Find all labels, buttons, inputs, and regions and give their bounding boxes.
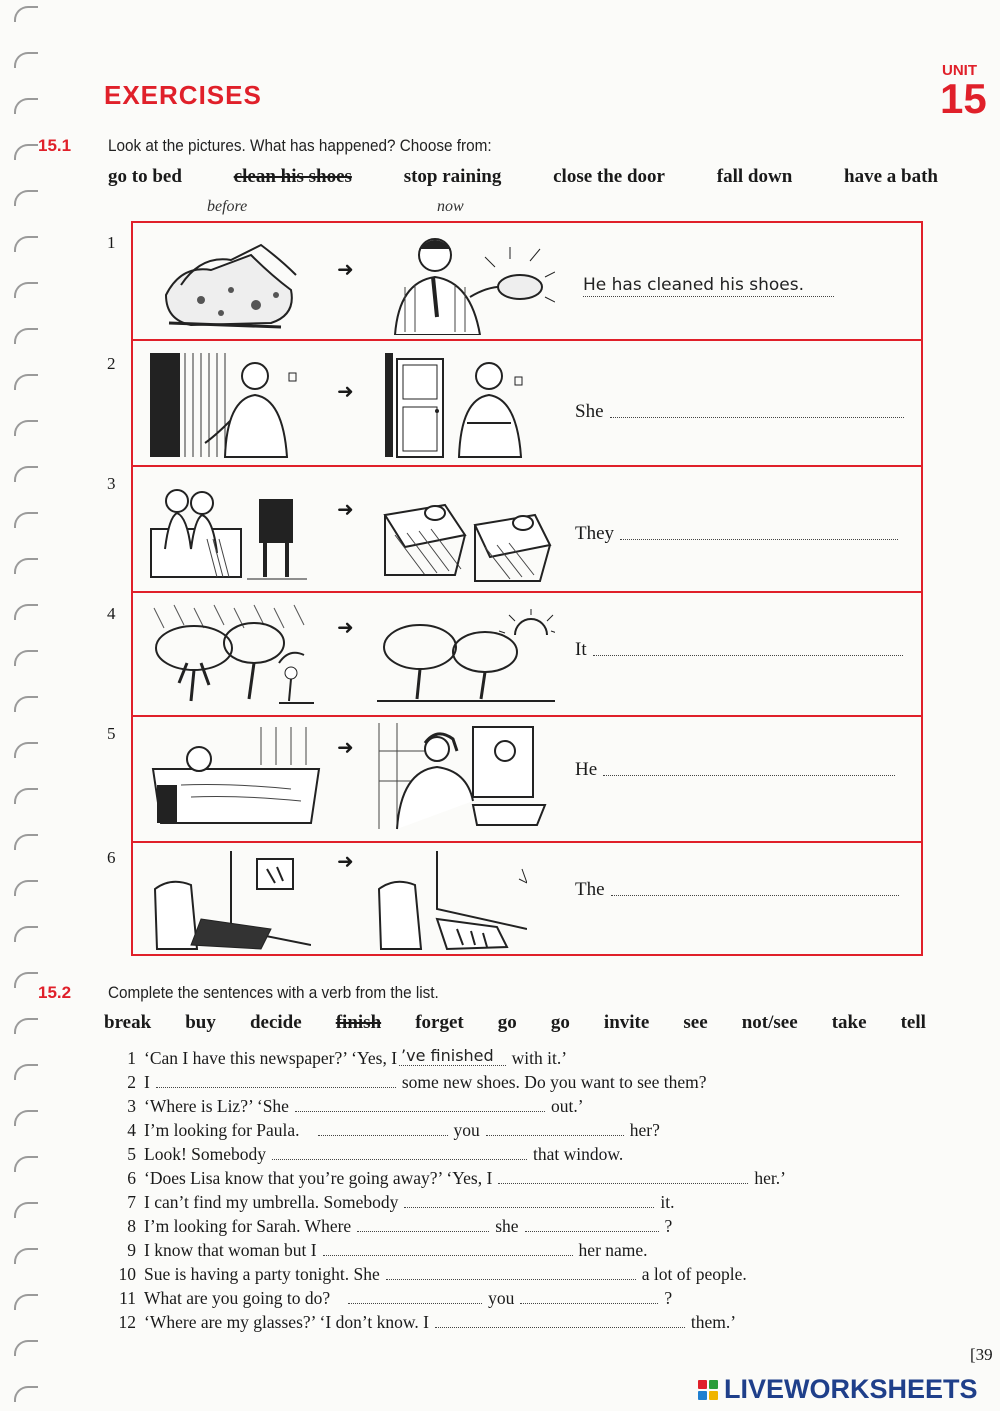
sentence-text: I know that woman but I (144, 1240, 317, 1260)
answer-blank[interactable] (348, 1303, 482, 1304)
answer-line (575, 879, 899, 901)
verb-choice: not/see (741, 1012, 798, 1033)
binding-ring (14, 466, 38, 482)
sentence-number: 2 (127, 1072, 136, 1092)
verb-choice: take (831, 1012, 867, 1033)
answer-blank[interactable] (593, 654, 903, 656)
sentence (110, 1189, 930, 1213)
binding-ring (14, 742, 38, 758)
sentence-text: I’m looking for Paula. (144, 1120, 300, 1140)
binding-ring (14, 1340, 38, 1356)
exercise-row (133, 717, 921, 843)
binding-ring (14, 1156, 38, 1172)
answer-blank[interactable] (520, 1303, 658, 1304)
answer-blank[interactable] (156, 1087, 396, 1088)
unit-number: 15 (940, 75, 987, 122)
answer-prefix: He (575, 759, 598, 780)
answer-line (575, 523, 898, 545)
exercise-number: 15.2 (38, 983, 72, 1002)
arrow-icon: ➜ (337, 497, 354, 521)
binding-ring (14, 1018, 38, 1034)
sentence (110, 1309, 930, 1333)
sentence-text: ‘Where is Liz?’ ‘She (144, 1096, 289, 1116)
word-choice: close the door (553, 166, 665, 187)
answer-blank[interactable] (610, 416, 904, 418)
binding-ring (14, 834, 38, 850)
row-number: 4 (107, 604, 116, 623)
word-choice: go to bed (108, 166, 182, 187)
example-answer: ’ve finished (399, 1046, 506, 1066)
example-answer: He has cleaned his shoes. (583, 275, 834, 297)
binding-ring (14, 880, 38, 896)
binding-ring (14, 1386, 38, 1402)
sentence-text: ‘Where are my glasses?’ ‘I don’t know. I (144, 1312, 429, 1332)
binding-ring (14, 328, 38, 344)
binding-ring (14, 604, 38, 620)
sentence-list (110, 1045, 930, 1333)
sentence (110, 1093, 930, 1117)
sentence-text: you (453, 1120, 480, 1140)
sentence-text: ‘Can I have this newspaper?’ ‘Yes, I (144, 1048, 398, 1068)
sentence-text: it. (660, 1192, 675, 1212)
word-choice: fall down (716, 166, 793, 187)
row-number: 1 (107, 233, 116, 252)
sentence-text: out.’ (550, 1096, 584, 1116)
sentence-number: 9 (127, 1240, 136, 1260)
verb-choice: break (104, 1012, 152, 1033)
sentence-number: 4 (127, 1120, 136, 1140)
woman-by-closed-door-illustration (379, 351, 529, 459)
answer-blank[interactable] (435, 1327, 685, 1328)
exercise-row (133, 467, 921, 593)
row-number: 6 (107, 848, 116, 867)
answer-line (575, 401, 904, 423)
picture-grid (131, 221, 923, 956)
man-in-bath-illustration (151, 725, 321, 825)
answer-blank[interactable] (386, 1279, 636, 1280)
sentence-number: 5 (127, 1144, 136, 1164)
arrow-icon: ➜ (337, 735, 354, 759)
verb-choice: tell (900, 1012, 926, 1033)
binding-ring (14, 52, 38, 68)
exercise-row (133, 843, 921, 956)
sentence-text: I can’t find my umbrella. Somebody (144, 1192, 399, 1212)
arrow-icon: ➜ (337, 615, 354, 639)
rain-on-trees-illustration (149, 603, 319, 707)
sentence-text: with it.’ (511, 1048, 568, 1068)
binding-ring (14, 972, 38, 988)
dirty-shoes-illustration (161, 235, 301, 330)
sentence-number: 12 (118, 1312, 136, 1332)
binding-ring (14, 512, 38, 528)
binding-ring (14, 236, 38, 252)
answer-blank[interactable] (295, 1111, 545, 1112)
answer-blank[interactable] (620, 538, 898, 540)
sentence-text: Look! Somebody (144, 1144, 267, 1164)
page-number: [39 (970, 1345, 993, 1364)
binding-ring (14, 1294, 38, 1310)
answer-blank[interactable] (525, 1231, 659, 1232)
answer-blank[interactable] (486, 1135, 624, 1136)
couple-watching-tv-illustration (147, 479, 307, 583)
row-number: 2 (107, 354, 116, 373)
sentence-number: 6 (127, 1168, 136, 1188)
row-number: 5 (107, 724, 116, 743)
sentence (110, 1285, 930, 1309)
exercise-row (133, 223, 921, 341)
man-holding-shoes-illustration (385, 227, 555, 335)
verb-list (104, 1012, 926, 1034)
answer-blank[interactable] (611, 894, 899, 896)
binding-ring (14, 1110, 38, 1126)
sentence-text: her? (629, 1120, 660, 1140)
answer-blank[interactable] (357, 1231, 489, 1232)
sentence-number: 11 (119, 1288, 136, 1308)
arrow-icon: ➜ (337, 379, 354, 403)
sentence (110, 1165, 930, 1189)
exercise-number: 15.1 (38, 136, 72, 155)
answer-prefix: She (575, 401, 604, 422)
sentence-text: What are you going to do? (144, 1288, 331, 1308)
sentence (110, 1261, 930, 1285)
answer-blank[interactable] (272, 1159, 527, 1160)
column-header-now: now (437, 198, 464, 215)
sentence-text: some new shoes. Do you want to see them? (401, 1072, 707, 1092)
sun-over-trees-illustration (375, 607, 555, 707)
man-drying-in-mirror-illustration (377, 721, 549, 831)
picture-on-wall-illustration (151, 849, 311, 951)
sentence-number: 8 (127, 1216, 136, 1236)
woman-at-open-door-illustration (145, 351, 310, 459)
verb-choice: forget (415, 1012, 464, 1033)
word-choices (108, 166, 938, 188)
sentence (110, 1213, 930, 1237)
sentence (110, 1045, 930, 1069)
verb-choice-struck: finish (335, 1012, 382, 1033)
sentence-number: 10 (118, 1264, 136, 1284)
arrow-icon: ➜ (337, 849, 354, 873)
binding-ring (14, 144, 38, 160)
sentence-text: a lot of people. (641, 1264, 747, 1284)
sentence-text: them.’ (690, 1312, 737, 1332)
sentence (110, 1141, 930, 1165)
brand-name: LIVEWORKSHEETS (724, 1374, 978, 1404)
verb-choice: see (683, 1012, 708, 1033)
answer-line (583, 275, 834, 297)
binding-ring (14, 420, 38, 436)
row-number: 3 (107, 474, 116, 493)
sentence (110, 1237, 930, 1261)
binding-ring (14, 6, 38, 22)
verb-choice: go (497, 1012, 517, 1033)
exercise-row (133, 593, 921, 717)
spiral-binding (0, 0, 40, 1411)
binding-ring (14, 98, 38, 114)
answer-blank[interactable] (318, 1135, 448, 1136)
answer-line (575, 639, 903, 661)
word-choice: have a bath (844, 166, 938, 187)
liveworksheets-logo (698, 1374, 978, 1405)
word-choice: stop raining (403, 166, 502, 187)
sentence-text: I’m looking for Sarah. Where (144, 1216, 352, 1236)
sentence (110, 1069, 930, 1093)
word-choice-struck: clean his shoes (233, 166, 352, 187)
binding-ring (14, 1202, 38, 1218)
verb-choice: buy (185, 1012, 216, 1033)
couple-in-beds-illustration (375, 475, 555, 583)
binding-ring (14, 374, 38, 390)
logo-icon (698, 1380, 718, 1400)
binding-ring (14, 1064, 38, 1080)
sentence-text: ‘Does Lisa know that you’re going away?’ ‘Yes, I (144, 1168, 493, 1188)
answer-blank[interactable] (404, 1207, 654, 1208)
exercise-instruction: Complete the sentences with a verb from the list. (108, 983, 439, 1002)
arrow-icon: ➜ (337, 257, 354, 281)
sentence-text: her name. (578, 1240, 648, 1260)
verb-choice: go (550, 1012, 570, 1033)
binding-ring (14, 788, 38, 804)
sentence-number: 7 (127, 1192, 136, 1212)
binding-ring (14, 926, 38, 942)
sentence-number: 1 (127, 1048, 136, 1068)
answer-prefix: It (575, 639, 587, 660)
verb-choice: decide (249, 1012, 302, 1033)
sentence-number: 3 (127, 1096, 136, 1116)
binding-ring (14, 650, 38, 666)
sentence-text: I (144, 1072, 150, 1092)
binding-ring (14, 696, 38, 712)
exercise-row (133, 341, 921, 467)
page-title: EXERCISES (104, 80, 262, 110)
unit-label: UNIT (942, 62, 977, 79)
answer-blank[interactable] (498, 1183, 748, 1184)
sentence-text: she (495, 1216, 519, 1236)
answer-blank[interactable] (323, 1255, 573, 1256)
binding-ring (14, 190, 38, 206)
exercise-instruction: Look at the pictures. What has happened? Choose from: (108, 136, 492, 155)
binding-ring (14, 558, 38, 574)
answer-prefix: They (575, 523, 615, 544)
answer-prefix: The (575, 879, 605, 900)
answer-line (575, 759, 895, 781)
sentence-text: Sue is having a party tonight. She (144, 1264, 380, 1284)
sentence-text: her.’ (754, 1168, 786, 1188)
sentence-text: you (488, 1288, 515, 1308)
answer-blank[interactable] (603, 774, 895, 776)
sentence-text: ? (664, 1288, 673, 1308)
sentence-text: ? (664, 1216, 673, 1236)
picture-fallen-illustration (377, 849, 527, 951)
binding-ring (14, 1248, 38, 1264)
sentence (110, 1117, 930, 1141)
verb-choice: invite (603, 1012, 650, 1033)
sentence-text: that window. (533, 1144, 624, 1164)
column-header-before: before (207, 198, 248, 215)
binding-ring (14, 282, 38, 298)
